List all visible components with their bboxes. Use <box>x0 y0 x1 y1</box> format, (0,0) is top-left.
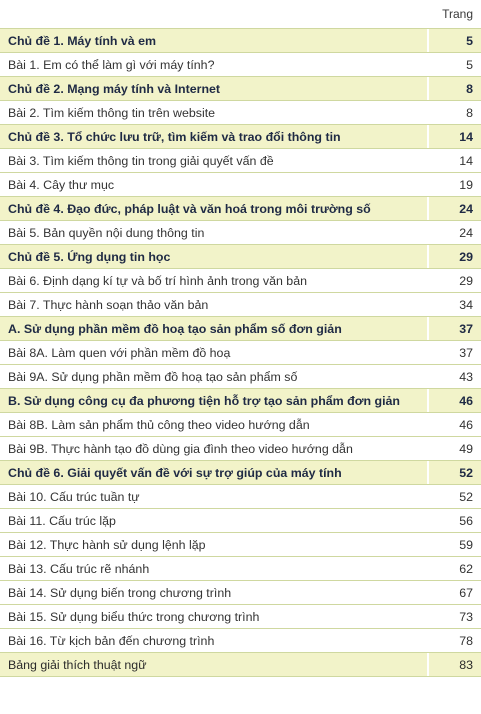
toc-lesson-row[interactable] <box>0 365 481 389</box>
toc-entry-page: 78 <box>459 634 473 648</box>
toc-entry-title: B. Sử dụng công cụ đa phương tiện hỗ trợ tạo sản phẩm đơn giản <box>8 394 400 408</box>
toc-entry-title: A. Sử dụng phần mềm đồ hoạ tạo sản phẩm số đơn giản <box>8 322 342 336</box>
toc-entry-title: Bài 13. Cấu trúc rẽ nhánh <box>8 562 150 576</box>
toc-entry-title: Bài 8B. Làm sản phẩm thủ công theo video hướng dẫn <box>8 418 310 432</box>
toc-entry-title: Bài 16. Từ kịch bản đến chương trình <box>8 634 215 648</box>
toc-entry-page: 52 <box>459 466 473 480</box>
toc-entry-title: Chủ đề 5. Ứng dụng tin học <box>8 250 171 264</box>
toc-entry-page: 24 <box>459 202 473 216</box>
toc-chapter-row[interactable] <box>0 125 481 149</box>
toc-glossary-row[interactable] <box>0 653 481 677</box>
toc-lesson-row[interactable] <box>0 221 481 245</box>
toc-lesson-row[interactable] <box>0 533 481 557</box>
toc-entry-page: 49 <box>459 442 473 456</box>
toc-lesson-row[interactable] <box>0 509 481 533</box>
toc-entry-page: 29 <box>459 250 473 264</box>
toc-chapter-row[interactable] <box>0 317 481 341</box>
toc-entry-title: Bài 7. Thực hành soạn thảo văn bản <box>8 298 209 312</box>
toc-entry-title: Bài 6. Định dạng kí tự và bố trí hình ảnh trong văn bản <box>8 274 307 288</box>
toc-chapter-row[interactable] <box>0 77 481 101</box>
toc-lesson-row[interactable] <box>0 557 481 581</box>
toc-chapter-row[interactable] <box>0 389 481 413</box>
toc-entry-page: 56 <box>459 514 473 528</box>
toc-chapter-row[interactable] <box>0 245 481 269</box>
toc-lesson-row[interactable] <box>0 605 481 629</box>
toc-entry-title: Bài 11. Cấu trúc lặp <box>8 514 116 528</box>
toc-entry-page: 14 <box>459 154 473 168</box>
toc-entry-title: Bảng giải thích thuật ngữ <box>8 658 147 672</box>
toc-entry-page: 8 <box>466 106 473 120</box>
toc-entry-page: 14 <box>459 130 473 144</box>
toc-entry-page: 5 <box>466 58 473 72</box>
toc-entry-page: 37 <box>459 346 473 360</box>
toc-lesson-row[interactable] <box>0 629 481 653</box>
table-of-contents <box>0 28 481 677</box>
toc-entry-page: 67 <box>459 586 473 600</box>
toc-header <box>0 0 481 28</box>
toc-entry-page: 52 <box>459 490 473 504</box>
toc-lesson-row[interactable] <box>0 485 481 509</box>
toc-entry-page: 5 <box>466 34 473 48</box>
toc-entry-title: Chủ đề 3. Tổ chức lưu trữ, tìm kiếm và trao đổi thông tin <box>8 130 341 144</box>
toc-chapter-row[interactable] <box>0 461 481 485</box>
page-column-header: Trang <box>442 7 473 21</box>
toc-lesson-row[interactable] <box>0 437 481 461</box>
toc-entry-title: Bài 15. Sử dụng biểu thức trong chương trình <box>8 610 260 624</box>
toc-lesson-row[interactable] <box>0 149 481 173</box>
toc-entry-page: 19 <box>459 178 473 192</box>
toc-entry-title: Bài 5. Bản quyền nội dung thông tin <box>8 226 205 240</box>
toc-entry-title: Chủ đề 1. Máy tính và em <box>8 34 157 48</box>
toc-entry-title: Bài 9A. Sử dụng phần mềm đồ hoạ tạo sản phẩm số <box>8 370 298 384</box>
toc-chapter-row[interactable] <box>0 197 481 221</box>
toc-entry-page: 43 <box>459 370 473 384</box>
toc-entry-title: Bài 1. Em có thể làm gì với máy tính? <box>8 58 215 72</box>
toc-lesson-row[interactable] <box>0 173 481 197</box>
toc-entry-title: Chủ đề 4. Đạo đức, pháp luật và văn hoá trong môi trường số <box>8 202 371 216</box>
toc-lesson-row[interactable] <box>0 293 481 317</box>
toc-entry-page: 73 <box>459 610 473 624</box>
toc-lesson-row[interactable] <box>0 269 481 293</box>
toc-entry-title: Bài 8A. Làm quen với phần mềm đồ hoạ <box>8 346 231 360</box>
toc-entry-title: Bài 14. Sử dụng biến trong chương trình <box>8 586 232 600</box>
toc-entry-title: Bài 9B. Thực hành tạo đồ dùng gia đình theo video hướng dẫn <box>8 442 353 456</box>
toc-entry-title: Bài 3. Tìm kiếm thông tin trong giải quyết vấn đề <box>8 154 274 168</box>
toc-entry-page: 46 <box>459 418 473 432</box>
toc-entry-title: Bài 10. Cấu trúc tuần tự <box>8 490 140 504</box>
toc-entry-title: Chủ đề 2. Mạng máy tính và Internet <box>8 82 221 96</box>
toc-lesson-row[interactable] <box>0 101 481 125</box>
toc-entry-page: 29 <box>459 274 473 288</box>
toc-entry-page: 34 <box>459 298 473 312</box>
toc-lesson-row[interactable] <box>0 581 481 605</box>
toc-entry-title: Bài 4. Cây thư mục <box>8 178 115 192</box>
toc-entry-page: 37 <box>459 322 473 336</box>
toc-entry-page: 24 <box>459 226 473 240</box>
toc-lesson-row[interactable] <box>0 413 481 437</box>
toc-entry-title: Chủ đề 6. Giải quyết vấn đề với sự trợ giúp của máy tính <box>8 466 342 480</box>
toc-entry-title: Bài 12. Thực hành sử dụng lệnh lặp <box>8 538 206 552</box>
toc-lesson-row[interactable] <box>0 53 481 77</box>
toc-entry-page: 83 <box>459 658 473 672</box>
toc-entry-page: 59 <box>459 538 473 552</box>
toc-entry-page: 8 <box>466 82 473 96</box>
toc-chapter-row[interactable] <box>0 29 481 53</box>
toc-entry-title: Bài 2. Tìm kiếm thông tin trên website <box>8 106 216 120</box>
toc-entry-page: 46 <box>459 394 473 408</box>
toc-entry-page: 62 <box>459 562 473 576</box>
toc-lesson-row[interactable] <box>0 341 481 365</box>
